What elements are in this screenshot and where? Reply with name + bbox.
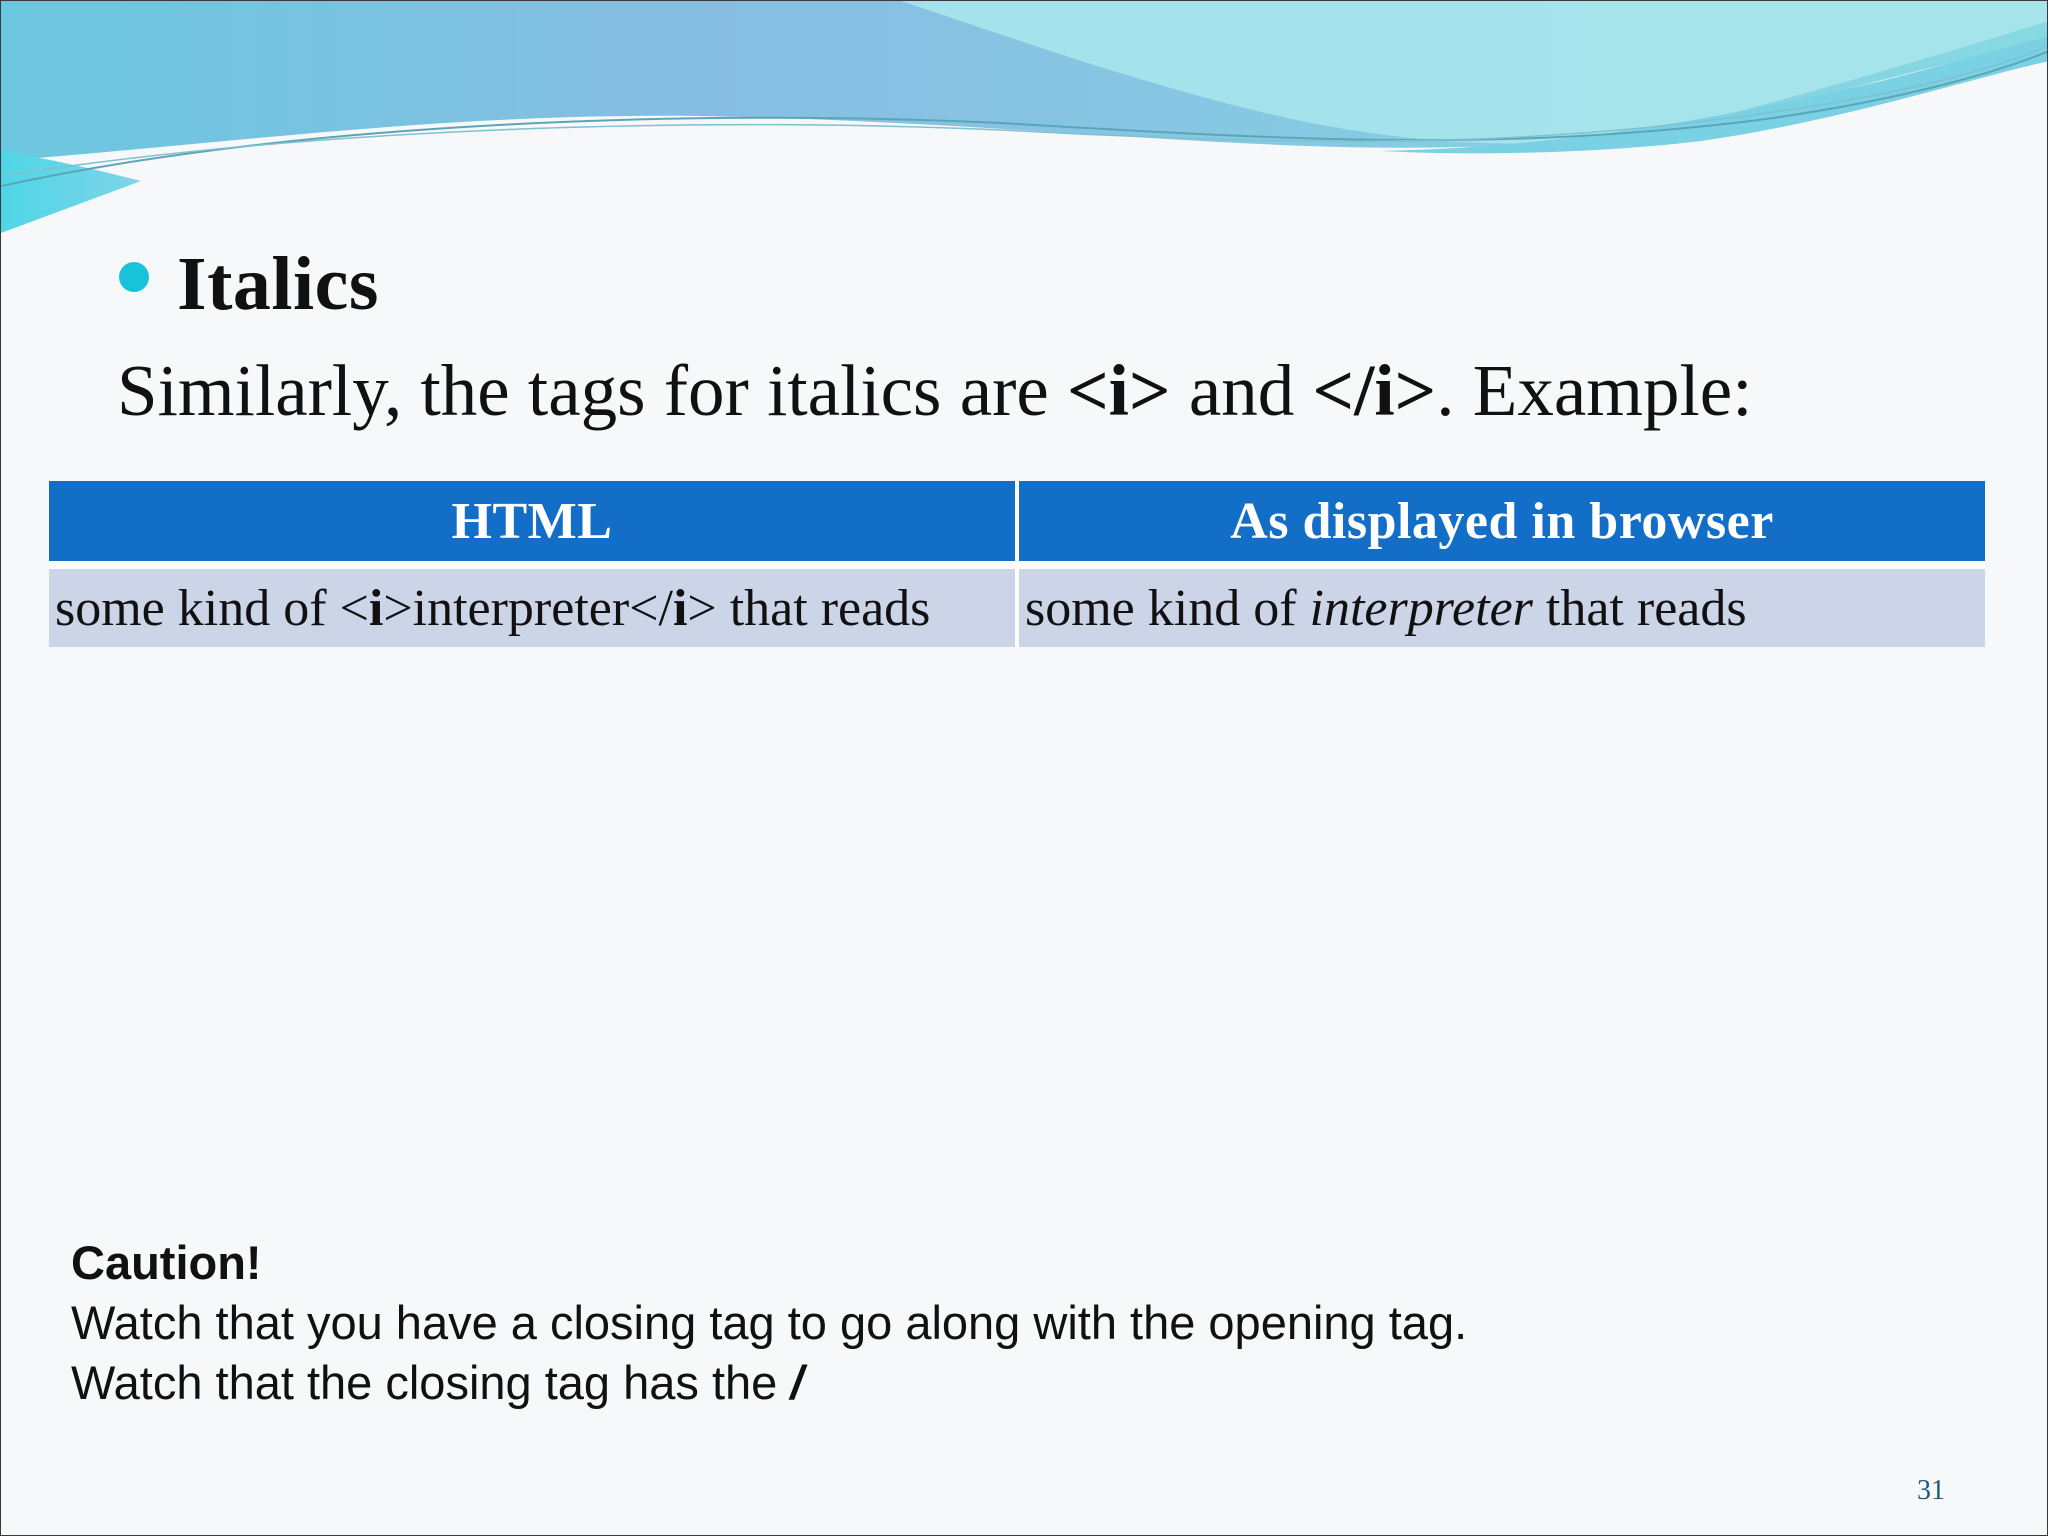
html-cell-open-lt: < xyxy=(339,579,369,637)
caution-line-1: Watch that you have a closing tag to go along with the opening tag. xyxy=(71,1296,1468,1349)
html-cell-close-lt: </ xyxy=(629,579,673,637)
page-number: 31 xyxy=(1917,1475,1945,1506)
html-cell-close-tag-name: i xyxy=(672,579,688,637)
intro-middle: and xyxy=(1170,350,1313,431)
html-cell-after: that reads xyxy=(716,579,931,637)
caution-title: Caution! xyxy=(71,1236,262,1289)
display-cell-before: some kind of xyxy=(1025,579,1310,637)
html-cell-close-gt: > xyxy=(687,579,717,637)
display-cell-italic-word: interpreter xyxy=(1309,579,1533,637)
html-cell-before: some kind of xyxy=(55,579,340,637)
intro-suffix: . Example: xyxy=(1436,350,1753,431)
caution-line-2 xyxy=(71,1353,1467,1413)
caution-note xyxy=(71,1233,1467,1413)
slide-heading: Italics xyxy=(177,241,379,326)
html-cell-word: interpreter xyxy=(412,579,630,637)
caution-line-2-prefix: Watch that the closing tag has the xyxy=(71,1356,791,1409)
intro-prefix: Similarly, the tags for italics are xyxy=(117,350,1068,431)
table-row xyxy=(49,565,1985,647)
column-header-html: HTML xyxy=(49,481,1017,565)
display-cell-after: that reads xyxy=(1532,579,1747,637)
caution-slash-emphasis: / xyxy=(790,1356,804,1409)
decorative-wave-banner xyxy=(1,1,2048,241)
table-header-row xyxy=(49,481,1985,565)
bullet-heading xyxy=(119,239,379,329)
example-table xyxy=(49,481,1985,647)
intro-close-tag: </i> xyxy=(1312,350,1437,431)
intro-open-tag: <i> xyxy=(1067,350,1171,431)
intro-sentence xyxy=(117,349,1752,433)
html-code-cell xyxy=(49,565,1017,647)
browser-display-cell xyxy=(1017,565,1985,647)
html-cell-open-gt: > xyxy=(383,579,413,637)
column-header-browser: As displayed in browser xyxy=(1017,481,1985,565)
bullet-dot-icon xyxy=(119,262,149,292)
html-cell-open-tag-name: i xyxy=(368,579,384,637)
